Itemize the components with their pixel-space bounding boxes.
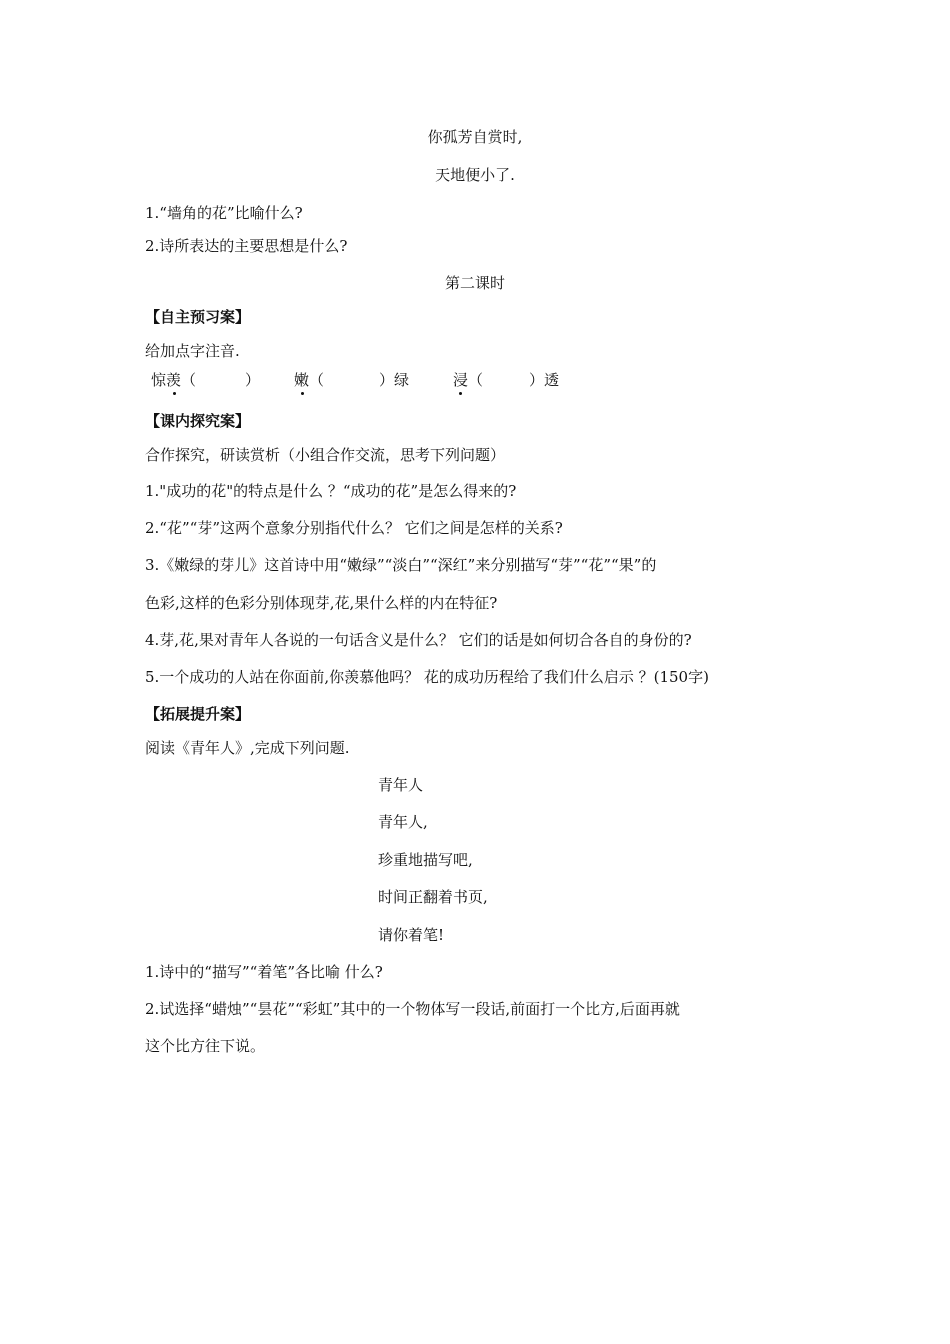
inclass-question-5: 5.一个成功的人站在你面前,你羡慕他吗？ 花的成功历程给了我们什么启示 ？(150字) [145, 668, 709, 686]
pinyin-word-1-close: ） [245, 371, 261, 389]
inclass-heading: 【课内探究案】 [145, 412, 251, 430]
preview-instruction: 给加点字注音. [145, 342, 240, 360]
emphasis-dot [459, 392, 462, 395]
pinyin-word-3: 浸（ [453, 371, 484, 389]
poem-tail-line-2: 天地便小了. [435, 166, 515, 184]
question-a-1: 1.“墙角的花”比喻什么? [145, 204, 303, 222]
emphasis-dot [301, 392, 304, 395]
pinyin-word-2-close: ）绿 [379, 371, 410, 389]
inclass-intro: 合作探究，研读赏析（小组合作交流，思考下列问题） [145, 446, 506, 464]
question-a-2: 2.诗所表达的主要思想是什么? [145, 237, 348, 255]
preview-heading: 【自主预习案】 [145, 308, 251, 326]
poem-line: 青年人, [378, 813, 428, 831]
extension-intro: 阅读《青年人》,完成下列问题. [145, 739, 350, 757]
inclass-question-1: 1."成功的花"的特点是什么 ？“成功的花”是怎么得来的? [145, 482, 517, 500]
poem-title: 青年人 [378, 776, 424, 794]
lesson-title: 第二课时 [444, 274, 505, 292]
pinyin-word-2: 嫩（ [294, 371, 325, 389]
inclass-question-2: 2.“花”“芽”这两个意象分别指代什么？ 它们之间是怎样的关系? [145, 519, 563, 537]
extension-question-2-cont: 这个比方往下说。 [145, 1037, 266, 1055]
pinyin-word-1: 惊羡（ [151, 371, 197, 389]
emphasis-dot [173, 392, 176, 395]
pinyin-word-3-close: ）透 [529, 371, 560, 389]
poem-line: 时间正翻着书页, [378, 888, 488, 906]
inclass-question-3: 3.《嫩绿的芽儿》这首诗中用“嫩绿”“淡白”“深红”来分别描写“芽”“花”“果”的 [145, 556, 657, 574]
poem-line: 请你着笔! [378, 926, 445, 944]
pinyin-exercise-row [151, 370, 651, 394]
extension-heading: 【拓展提升案】 [145, 705, 251, 723]
poem-line: 珍重地描写吧, [378, 851, 473, 869]
poem-tail-line-1: 你孤芳自赏时, [427, 128, 523, 146]
extension-question-1: 1.诗中的“描写”“着笔”各比喻 什么? [145, 963, 383, 981]
inclass-question-3-cont: 色彩,这样的色彩分别体现芽,花,果什么样的内在特征? [145, 594, 498, 612]
extension-question-2: 2.试选择“蜡烛”“昙花”“彩虹”其中的一个物体写一段话,前面打一个比方,后面再就 [145, 1000, 680, 1018]
inclass-question-4: 4.芽,花,果对青年人各说的一句话含义是什么？ 它们的话是如何切合各自的身份的? [145, 631, 692, 649]
